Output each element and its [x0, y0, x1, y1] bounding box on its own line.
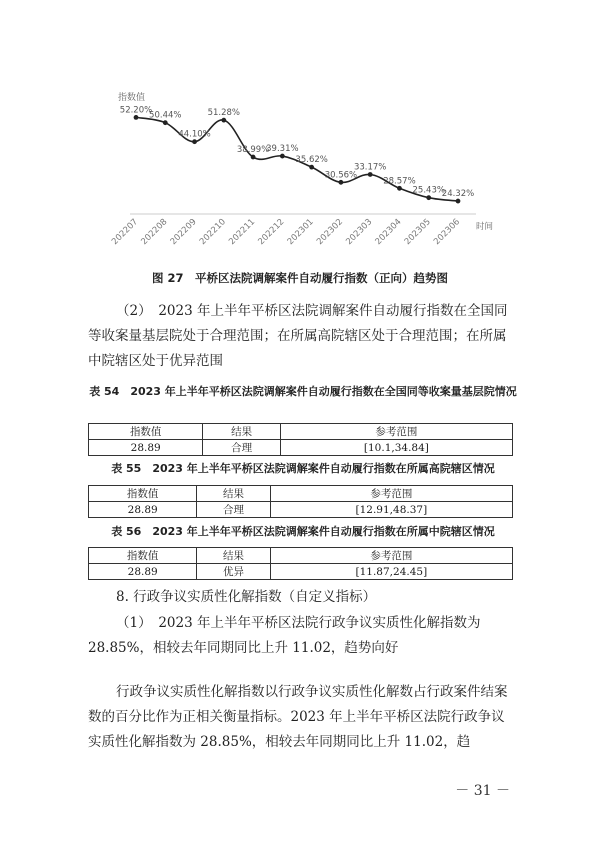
col-header-index: 指数值: [89, 548, 197, 564]
table-row: [89, 502, 513, 518]
col-header-result: 结果: [203, 424, 280, 440]
data-label: 52.20%: [119, 105, 153, 116]
col-header-range: 参考范围: [270, 486, 512, 502]
data-point: [221, 118, 226, 123]
data-point: [456, 199, 461, 204]
x-tick-label: 202303: [344, 217, 375, 248]
table-header-row: [89, 548, 513, 564]
table-row: [89, 440, 513, 456]
data-label: 39.31%: [266, 144, 299, 155]
col-header-range: 参考范围: [280, 424, 512, 440]
table-56-caption: 表 56 2023 年上半年平桥区法院调解案件自动履行指数在所属中院辖区情况: [111, 525, 495, 538]
y-axis-label: 指数值: [118, 93, 146, 103]
data-point: [163, 120, 168, 125]
series-group: [110, 105, 474, 247]
cell-index: 28.89: [89, 502, 197, 518]
data-point: [309, 165, 314, 170]
data-point: [397, 186, 402, 191]
table-header-row: [89, 424, 513, 440]
data-point: [339, 180, 344, 185]
table-54: [88, 423, 513, 456]
table-54-caption: 表 54 2023 年上半年平桥区法院调解案件自动履行指数在全国同等收案量基层院情况: [89, 385, 517, 398]
cell-range: [11.87,24.45]: [270, 564, 512, 580]
x-tick-label: 202211: [227, 217, 258, 248]
table-55: [88, 485, 513, 518]
table-56: [88, 547, 513, 580]
x-tick-label: 202212: [256, 217, 287, 248]
cell-range: [10.1,34.84]: [280, 440, 512, 456]
x-axis-label: 时间: [476, 222, 494, 232]
data-label: 50.44%: [149, 110, 182, 121]
col-header-index: 指数值: [89, 424, 203, 440]
cell-result: 优异: [197, 564, 270, 580]
table-row: [89, 564, 513, 580]
data-point: [134, 115, 139, 120]
data-label: 33.17%: [353, 162, 387, 173]
x-tick-label: 202209: [168, 217, 199, 248]
x-tick-label: 202301: [285, 217, 316, 248]
data-label: 44.10%: [178, 129, 211, 140]
data-point: [280, 154, 285, 159]
paragraph-definition: 行政争议实质性化解指数以行政争议实质性化解数占行政案件结案数的百分比作为正相关衡量指标。2023 年上半年平桥区法院行政争议实质性化解指数为 28.85%，相较去年同期同比上升 11.02，趋: [88, 684, 508, 750]
cell-result: 合理: [197, 502, 270, 518]
data-point: [368, 172, 373, 177]
cell-result: 合理: [203, 440, 280, 456]
trend-chart: [110, 86, 504, 260]
data-label: 30.56%: [324, 170, 358, 181]
figure-caption: 图 27 平桥区法院调解案件自动履行指数（正向）趋势图: [151, 271, 448, 285]
cell-index: 28.89: [89, 440, 203, 456]
cell-index: 28.89: [89, 564, 197, 580]
cell-range: [12.91,48.37]: [270, 502, 512, 518]
data-label: 25.43%: [412, 185, 445, 196]
page-number: － 31 －: [455, 783, 510, 799]
table-55-caption: 表 55 2023 年上半年平桥区法院调解案件自动履行指数在所属高院辖区情况: [111, 462, 495, 475]
col-header-index: 指数值: [89, 486, 197, 502]
x-tick-label: 202302: [315, 217, 346, 248]
data-label: 24.32%: [441, 189, 475, 200]
data-point: [426, 195, 431, 200]
x-tick-label: 202306: [432, 217, 463, 248]
x-tick-label: 202305: [402, 217, 433, 248]
col-header-range: 参考范围: [270, 548, 512, 564]
x-tick-label: 202207: [110, 217, 141, 248]
col-header-result: 结果: [197, 548, 270, 564]
data-label: 38.99%: [236, 145, 270, 156]
data-label: 35.62%: [295, 155, 328, 166]
trend-chart-svg: [110, 86, 504, 260]
x-tick-label: 202208: [139, 217, 170, 248]
x-tick-label: 202304: [373, 217, 404, 248]
data-label: 28.57%: [383, 176, 416, 187]
table-header-row: [89, 486, 513, 502]
section-heading: 8. 行政争议实质性化解指数（自定义指标）: [116, 589, 377, 605]
x-tick-label: 202210: [197, 217, 228, 248]
paragraph-ranking: （2） 2023 年上半年平桥区法院调解案件自动履行指数在全国同等收案量基层院处于合理范围；在所属高院辖区处于合理范围；在所属中院辖区处于优异范围: [88, 303, 508, 369]
paragraph-trend: （1） 2023 年上半年平桥区法院行政争议实质性化解指数为 28.85%，相较去年同期同比上升 11.02，趋势向好: [88, 615, 481, 656]
col-header-result: 结果: [197, 486, 270, 502]
data-label: 51.28%: [207, 108, 241, 119]
data-point: [192, 139, 197, 144]
data-point: [251, 155, 256, 160]
